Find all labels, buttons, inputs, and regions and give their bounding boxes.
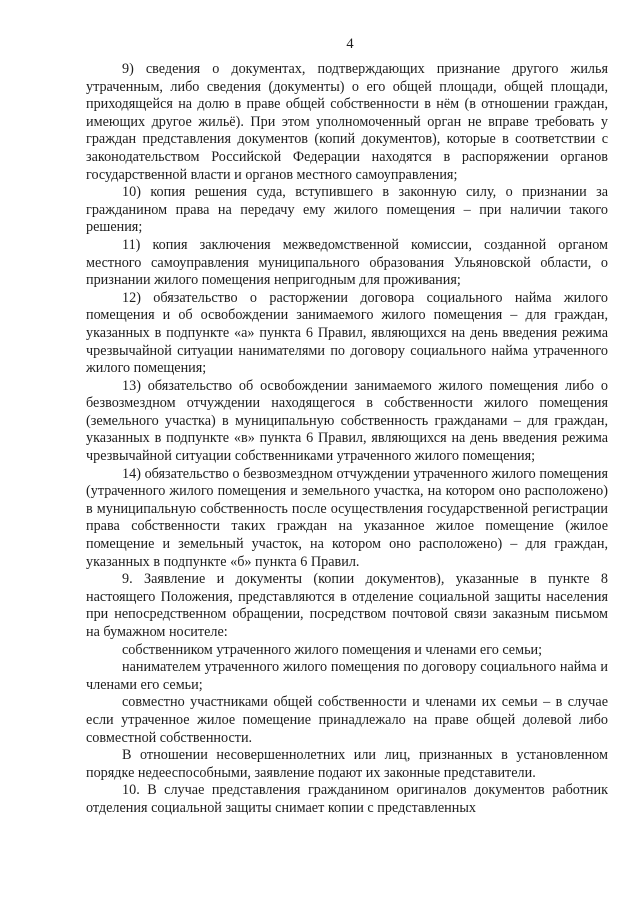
paragraph-item-14: 14) обязательство о безвозмездном отчуждении утраченного жилого помещения (утраченного жилого помещения и земельного участка, на котором оно расположено) в муниципальную собственность после осуществления государственной регистрации права собственности таких граждан на указанное жилое помещение (жилое помещение и земельный участок, на котором оно расположено) – для граждан, указанных в подпункте «б» пункта 6 Правил. <box>86 465 608 570</box>
paragraph-submitter-tenant: нанимателем утраченного жилого помещения по договору социального найма и членами его семьи; <box>86 659 608 693</box>
paragraph-item-13: 13) обязательство об освобождении занимаемого жилого помещения либо о безвозмездном отчуждении находящегося в собственности жилого помещения (земельного участка) в муниципальную собственность гражданами – для граждан, указанных в подпункте «в» пункта 6 Правил, являющихся на день введения режима чрезвычайной ситуации собственниками утраченного жилого помещения; <box>86 377 608 465</box>
document-body <box>86 61 608 818</box>
paragraph-clause-9: 9. Заявление и документы (копии документов), указанные в пункте 8 настоящего Положения, представляются в отделение социальной защиты населения при непосредственном обращении, посредством почтовой связи заказным письмом на бумажном носителе: <box>86 571 608 640</box>
paragraph-clause-10: 10. В случае представления гражданином оригиналов документов работник отделения социальной защиты снимает копии с представленных <box>86 782 608 816</box>
paragraph-item-10: 10) копия решения суда, вступившего в законную силу, о признании за гражданином права на передачу ему жилого помещения – при наличии такого решения; <box>86 184 608 236</box>
paragraph-minors: В отношении несовершеннолетних или лиц, признанных в установленном порядке недееспособными, заявление подают их законные представители. <box>86 747 608 781</box>
paragraph-item-11: 11) копия заключения межведомственной комиссии, созданной органом местного самоуправления муниципального образования Ульяновской области, о признании жилого помещения непригодным для проживания; <box>86 236 608 289</box>
paragraph-submitter-owner: собственником утраченного жилого помещения и членами его семьи; <box>122 641 543 658</box>
paragraph-submitter-co-owners: совместно участниками общей собственности и членами их семьи – в случае если утраченное жилое помещение принадлежало на праве общей долевой либо совместной собственности. <box>86 694 608 746</box>
page-number: 4 <box>346 36 354 52</box>
paragraph-item-9: 9) сведения о документах, подтверждающих признание другого жилья утраченным, либо сведения (документы) о его общей площади, общей площади, приходящейся на долю в праве общей собственности в нём (в отношении граждан, имеющих другое жильё). При этом уполномоченный орган не вправе требовать у граждан представления документов (копий документов), которые в соответствии с законодательством Российской Федерации находятся в распоряжении органов государственной власти и органов местного самоуправления; <box>86 61 608 183</box>
paragraph-item-12: 12) обязательство о расторжении договора социального найма жилого помещения и об освобождении занимаемого жилого помещения – для граждан, указанных в подпункте «а» пункта 6 Правил, являющихся на день введения режима чрезвычайной ситуации нанимателями по договору социального найма утраченного жилого помещения; <box>86 289 608 377</box>
